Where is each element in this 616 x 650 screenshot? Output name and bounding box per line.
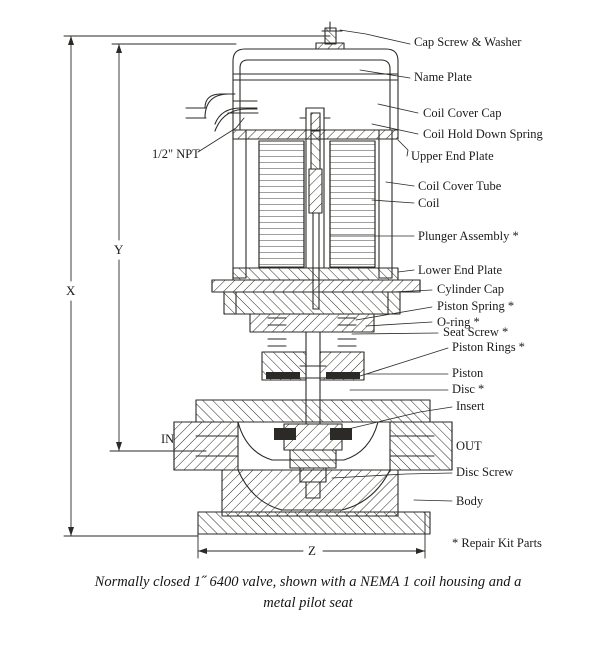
npt-conduit — [186, 94, 258, 131]
callout-upper-end-plate: Upper End Plate — [411, 149, 494, 163]
caption-line-2: metal pilot seat — [263, 595, 353, 612]
callout-coil-cover-tube: Coil Cover Tube — [418, 179, 502, 193]
port-in-label: IN — [161, 432, 175, 446]
callout-o-ring: O-ring * — [437, 315, 480, 329]
figure-caption — [0, 572, 616, 614]
valve-body-part — [174, 400, 452, 534]
dimension-x-label: X — [66, 283, 76, 298]
callout-coil-cover-cap: Coil Cover Cap — [423, 106, 502, 120]
callout-plunger-assembly: Plunger Assembly * — [418, 229, 519, 243]
callout-cylinder-cap: Cylinder Cap — [437, 282, 505, 296]
callout-insert: Insert — [456, 399, 485, 413]
callout-npt-connection: 1/2" NPT — [152, 147, 200, 161]
callout-coil-hold-down-spring: Coil Hold Down Spring — [423, 127, 543, 141]
callout-lower-end-plate: Lower End Plate — [418, 263, 503, 277]
callout-seat-screw: Seat Screw * — [443, 325, 509, 339]
caption-line-1: Normally closed 1˝ 6400 valve, shown with a NEMA 1 coil housing and a — [94, 574, 522, 590]
callout-piston-spring: Piston Spring * — [437, 299, 515, 313]
callout-name-plate: Name Plate — [414, 70, 472, 84]
callout-cap-screw-washer: Cap Screw & Washer — [414, 35, 522, 49]
callout-disc-screw: Disc Screw — [456, 465, 514, 479]
callout-disc: Disc * — [452, 382, 485, 396]
callout-piston: Piston — [452, 366, 484, 380]
callout-piston-rings: Piston Rings * — [452, 340, 525, 354]
dimension-z-label: Z — [308, 543, 316, 558]
callout-coil: Coil — [418, 196, 440, 210]
repair-kit-footnote: * Repair Kit Parts — [452, 536, 542, 550]
callout-body: Body — [456, 494, 484, 508]
port-out-label: OUT — [456, 439, 482, 453]
cap-screw-washer-part — [312, 22, 348, 49]
dimension-y-label: Y — [114, 242, 124, 257]
